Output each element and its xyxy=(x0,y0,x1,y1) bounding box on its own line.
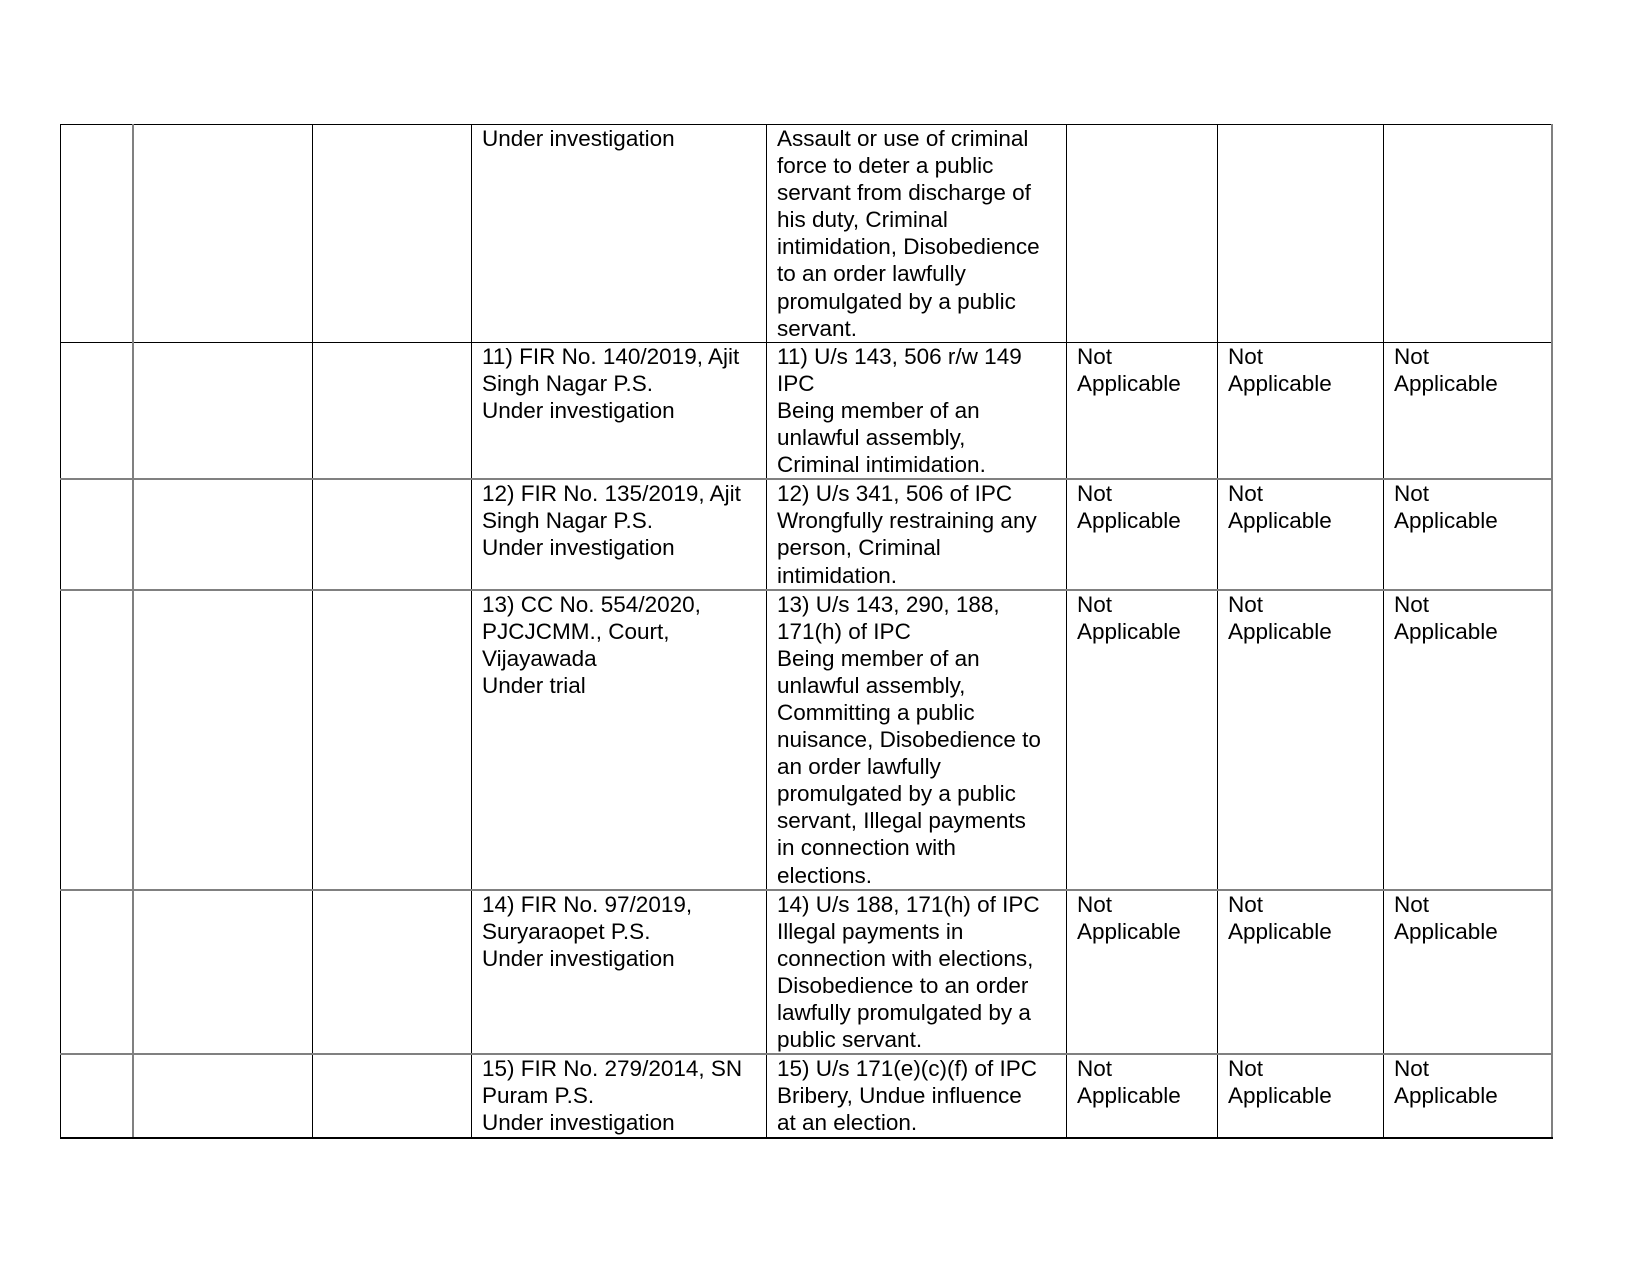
cell-serial xyxy=(61,1054,133,1137)
cell-case-status: 11) FIR No. 140/2019, Ajit Singh Nagar P.S. Under investigation xyxy=(472,342,767,479)
cell-sections: 15) U/s 171(e)(c)(f) of IPC Bribery, Undue influence at an election. xyxy=(767,1054,1067,1137)
cell-name xyxy=(133,125,313,343)
cell-col6: Not Applicable xyxy=(1067,479,1218,589)
cell-serial xyxy=(61,342,133,479)
cell-col8: Not Applicable xyxy=(1384,590,1552,890)
cell-case-status: Under investigation xyxy=(472,125,767,343)
cell-col7: Not Applicable xyxy=(1218,890,1384,1055)
table-row xyxy=(61,125,1552,343)
cell-col8: Not Applicable xyxy=(1384,1054,1552,1137)
table-row xyxy=(61,590,1552,890)
cell-sections: Assault or use of criminal force to deter a public servant from discharge of his duty, Criminal intimidation, Disobedience to an order lawfully promulgated by a public servant. xyxy=(767,125,1067,343)
cell-col6: Not Applicable xyxy=(1067,342,1218,479)
cell-sections: 12) U/s 341, 506 of IPC Wrongfully restraining any person, Criminal intimidation. xyxy=(767,479,1067,589)
cell-name xyxy=(133,342,313,479)
cell-col8 xyxy=(1384,125,1552,343)
cases-table xyxy=(60,124,1553,1139)
cell-case-status: 12) FIR No. 135/2019, Ajit Singh Nagar P.S. Under investigation xyxy=(472,479,767,589)
cell-col8: Not Applicable xyxy=(1384,342,1552,479)
cell-name xyxy=(133,1054,313,1137)
cell-col6: Not Applicable xyxy=(1067,1054,1218,1137)
table-row xyxy=(61,890,1552,1055)
cell-case-status: 15) FIR No. 279/2014, SN Puram P.S. Under investigation xyxy=(472,1054,767,1137)
cell-details xyxy=(313,125,472,343)
cell-col7 xyxy=(1218,125,1384,343)
cell-details xyxy=(313,590,472,890)
cell-details xyxy=(313,479,472,589)
cell-name xyxy=(133,479,313,589)
cell-col7: Not Applicable xyxy=(1218,590,1384,890)
cell-col7: Not Applicable xyxy=(1218,479,1384,589)
cell-col6: Not Applicable xyxy=(1067,590,1218,890)
cell-details xyxy=(313,342,472,479)
table-row xyxy=(61,479,1552,589)
cell-sections: 11) U/s 143, 506 r/w 149 IPC Being member of an unlawful assembly, Criminal intimidation. xyxy=(767,342,1067,479)
cell-name xyxy=(133,890,313,1055)
cell-col6 xyxy=(1067,125,1218,343)
cell-case-status: 13) CC No. 554/2020, PJCJCMM., Court, Vijayawada Under trial xyxy=(472,590,767,890)
cell-case-status: 14) FIR No. 97/2019, Suryaraopet P.S. Under investigation xyxy=(472,890,767,1055)
cell-details xyxy=(313,1054,472,1137)
cell-serial xyxy=(61,479,133,589)
cell-serial xyxy=(61,890,133,1055)
cell-sections: 13) U/s 143, 290, 188, 171(h) of IPC Being member of an unlawful assembly, Committing a public nuisance, Disobedience to an order lawfully promulgated by a public servant, Illegal payments in connection with elections. xyxy=(767,590,1067,890)
cell-col7: Not Applicable xyxy=(1218,342,1384,479)
cell-serial xyxy=(61,590,133,890)
cell-serial xyxy=(61,125,133,343)
cell-col6: Not Applicable xyxy=(1067,890,1218,1055)
cell-sections: 14) U/s 188, 171(h) of IPC Illegal payments in connection with elections, Disobedience to an order lawfully promulgated by a public servant. xyxy=(767,890,1067,1055)
table-row xyxy=(61,342,1552,479)
cell-details xyxy=(313,890,472,1055)
cell-col8: Not Applicable xyxy=(1384,890,1552,1055)
cell-name xyxy=(133,590,313,890)
cell-col8: Not Applicable xyxy=(1384,479,1552,589)
table-row xyxy=(61,1054,1552,1137)
cell-col7: Not Applicable xyxy=(1218,1054,1384,1137)
